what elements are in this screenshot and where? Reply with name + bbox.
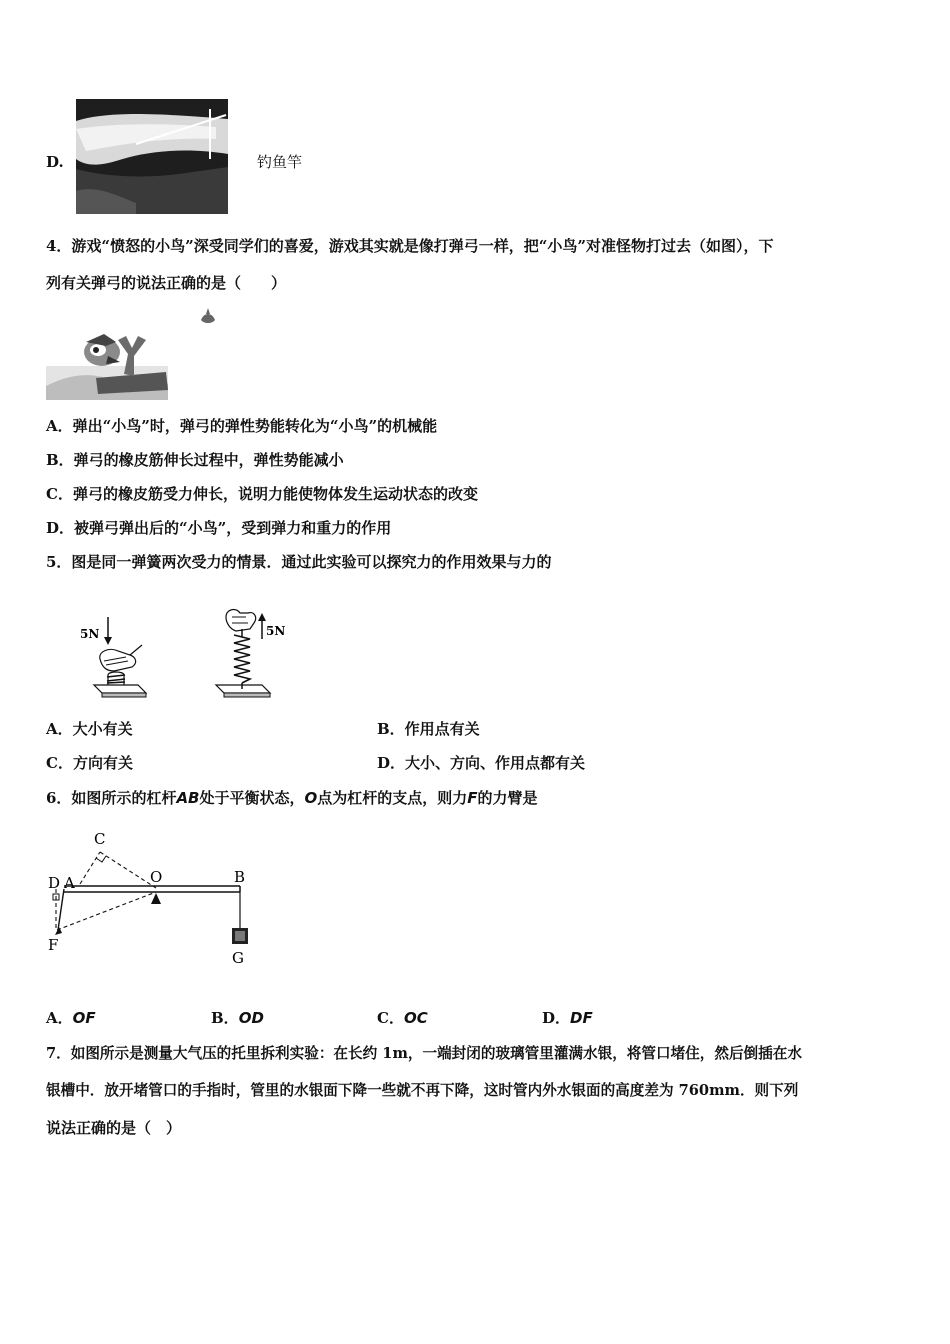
q6-stem-ab: AB <box>176 789 200 807</box>
q5-option-b: B．作用点有关 <box>377 720 480 738</box>
q6-option-b <box>211 1008 264 1028</box>
q4-stem-line2: 列有关弹弓的说法正确的是（ ） <box>46 274 287 292</box>
q5-option-a: A．大小有关 <box>46 720 133 738</box>
q5-stem: 5．图是同一弹簧两次受力的情景．通过此实验可以探究力的作用效果与力的 <box>46 553 552 571</box>
label-f: F <box>48 936 59 954</box>
q6-stem-f: F <box>467 789 478 807</box>
lever-diagram <box>44 826 254 971</box>
force-label-left: 5N <box>80 627 100 641</box>
q4-option-a: A．弹出“小鸟”时，弹弓的弹性势能转化为“小鸟”的机械能 <box>46 417 438 435</box>
q7-stem-line3: 说法正确的是（ ） <box>46 1119 182 1137</box>
q4-stem-line1: 4．游戏“愤怒的小鸟”深受同学们的喜爱，游戏其实就是像打弹弓一样，把“小鸟”对准怪物打过去（如图），下 <box>46 237 774 255</box>
label-a: A <box>64 874 75 892</box>
q4-option-c: C．弹弓的橡皮筋受力伸长，说明力能使物体发生运动状态的改变 <box>46 485 478 503</box>
q7-stem-line2: 银槽中．放开堵管口的手指时，管里的水银面下降一些就不再下降，这时管内外水银面的高度差为 760mm．则下列 <box>46 1082 799 1099</box>
label-g: G <box>232 949 244 967</box>
q6-option-d-value: DF <box>570 1009 593 1027</box>
q6-option-d <box>542 1008 593 1028</box>
fishing-rod-photo <box>76 99 228 214</box>
q6-option-c-value: OC <box>403 1009 428 1027</box>
q6-stem-mid2: 点为杠杆的支点，则力 <box>317 789 468 807</box>
q3-option-d-letter: D. <box>46 153 64 171</box>
q7-stem-line1: 7．如图所示是测量大气压的托里拆利实验：在长约 1m，一端封闭的玻璃管里灌满水银，将管口堵住，然后倒插在水 <box>46 1045 802 1062</box>
slingshot-game-image <box>46 306 221 400</box>
q6-stem <box>46 788 538 808</box>
q6-option-a <box>46 1008 96 1028</box>
q6-option-c-letter: C． <box>377 1009 404 1027</box>
q5-option-d: D．大小、方向、作用点都有关 <box>377 754 586 772</box>
q6-stem-mid1: 处于平衡状态， <box>199 789 305 807</box>
label-c: C <box>94 830 106 848</box>
label-b: B <box>234 868 246 886</box>
q4-option-d: D．被弹弓弹出后的“小鸟”，受到弹力和重力的作用 <box>46 519 392 537</box>
q6-option-d-letter: D． <box>542 1009 571 1027</box>
q6-option-a-letter: A． <box>46 1009 73 1027</box>
q6-stem-suffix: 的力臂是 <box>477 789 538 807</box>
label-o: O <box>150 868 163 886</box>
q6-stem-o: O <box>304 789 318 807</box>
q6-option-a-value: OF <box>72 1009 96 1027</box>
q6-option-b-letter: B． <box>211 1009 239 1027</box>
q4-option-b: B．弹弓的橡皮筋伸长过程中，弹性势能减小 <box>46 451 344 469</box>
q3-option-d-text: 钓鱼竿 <box>257 153 303 171</box>
q6-stem-prefix: 6．如图所示的杠杆 <box>46 789 177 807</box>
q5-option-c: C．方向有关 <box>46 754 133 772</box>
spring-experiment-figure <box>80 605 286 703</box>
force-label-right: 5N <box>266 624 286 638</box>
label-d: D <box>48 874 61 892</box>
q6-option-b-value: OD <box>238 1009 264 1027</box>
q6-option-c <box>377 1008 428 1028</box>
